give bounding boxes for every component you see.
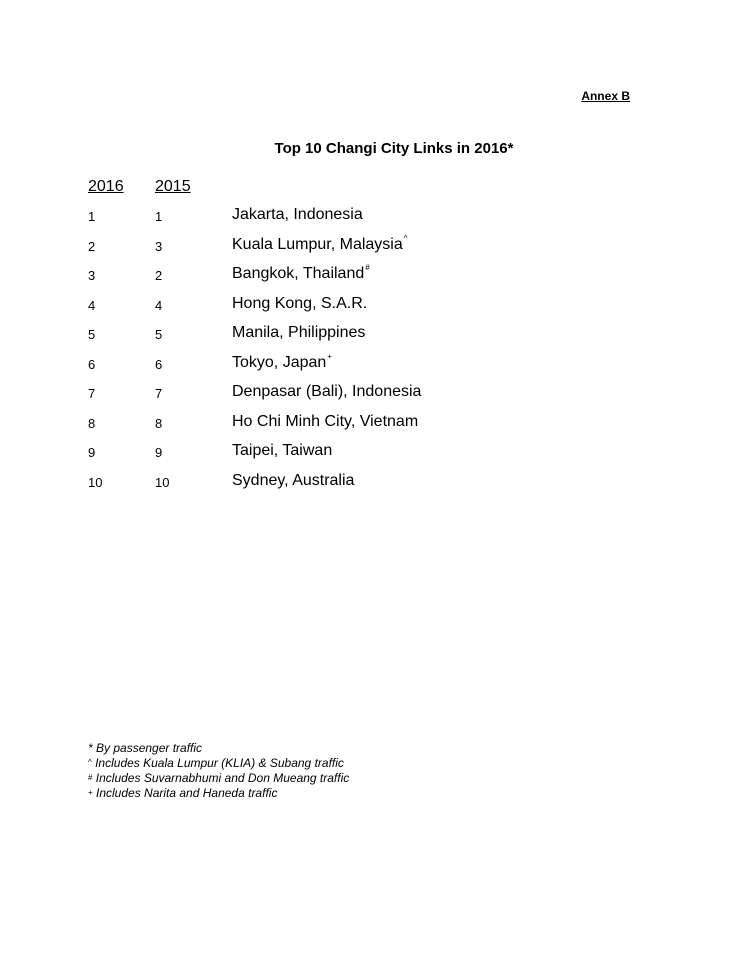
city-cell [232,295,367,313]
table-row [88,265,648,295]
city-name: Tokyo, Japan [232,353,327,371]
rank-2016: 3 [88,268,96,283]
rank-2015: 1 [155,209,163,224]
city-cell [232,351,332,372]
city-name: Jakarta, Indonesia [232,206,363,223]
rank-2015: 4 [155,297,163,313]
table-row [88,472,648,502]
city-name: Taipei, Taiwan [232,442,333,459]
city-name: Hong Kong, S.A.R. [232,294,368,312]
rank-2015: 8 [155,415,163,431]
footnote [88,756,349,771]
rank-2016: 1 [88,209,96,224]
footnote-mark: ^ [88,758,92,767]
footnote [88,741,349,756]
table-row [88,295,648,325]
rank-2016: 10 [88,474,103,490]
city-cell [232,206,363,224]
page-title: Top 10 Changi City Links in 2016* [274,140,514,157]
rank-2016: 6 [88,356,96,372]
rank-2015: 6 [155,356,163,372]
rank-2016: 5 [88,327,96,342]
footnote-text: * By passenger traffic [88,741,203,755]
city-cell [232,265,370,283]
city-cell [232,233,408,254]
city-cell [232,442,332,460]
column-header-2015: 2015 [155,178,191,195]
footnote-mark: + [327,351,332,361]
table-row [88,351,648,384]
rank-2016: 4 [88,297,96,313]
city-cell [232,383,421,401]
table-row [88,206,648,236]
footnote-mark: # [365,263,370,272]
annex-label: Annex B [581,89,630,103]
rank-2016: 9 [88,445,96,460]
city-cell [232,472,354,490]
city-name: Bangkok, Thailand [232,265,365,282]
table-row [88,233,648,266]
rank-2016: 2 [88,238,96,254]
footnote-text: Includes Suvarnabhumi and Don Mueang traffic [92,771,350,785]
city-name: Manila, Philippines [232,324,366,341]
table-row [88,413,648,443]
footnote [88,786,349,801]
table-row [88,442,648,472]
column-header-2016: 2016 [88,178,124,195]
footnote-text: Includes Narita and Haneda traffic [92,786,278,800]
rank-2016: 7 [88,386,96,401]
rank-2015: 7 [155,386,163,401]
table-row [88,383,648,413]
table-row [88,324,648,354]
rank-2015: 9 [155,445,163,460]
rank-2015: 10 [155,474,170,490]
city-cell [232,413,418,431]
city-name: Sydney, Australia [232,471,355,489]
footnote-mark: # [88,773,93,782]
rank-2015: 5 [155,327,163,342]
footnotes [88,741,349,801]
rank-2016: 8 [88,415,96,431]
footnote-mark: ^ [403,233,408,243]
footnote-text: Includes Kuala Lumpur (KLIA) & Subang traffic [91,756,344,770]
city-cell [232,324,365,342]
city-name: Denpasar (Bali), Indonesia [232,383,422,400]
rank-2015: 2 [155,268,163,283]
footnote [88,771,349,786]
rankings-table [88,206,648,501]
footnote-mark: + [88,788,93,797]
city-name: Kuala Lumpur, Malaysia [232,235,403,253]
city-name: Ho Chi Minh City, Vietnam [232,412,419,430]
rank-2015: 3 [155,238,163,254]
